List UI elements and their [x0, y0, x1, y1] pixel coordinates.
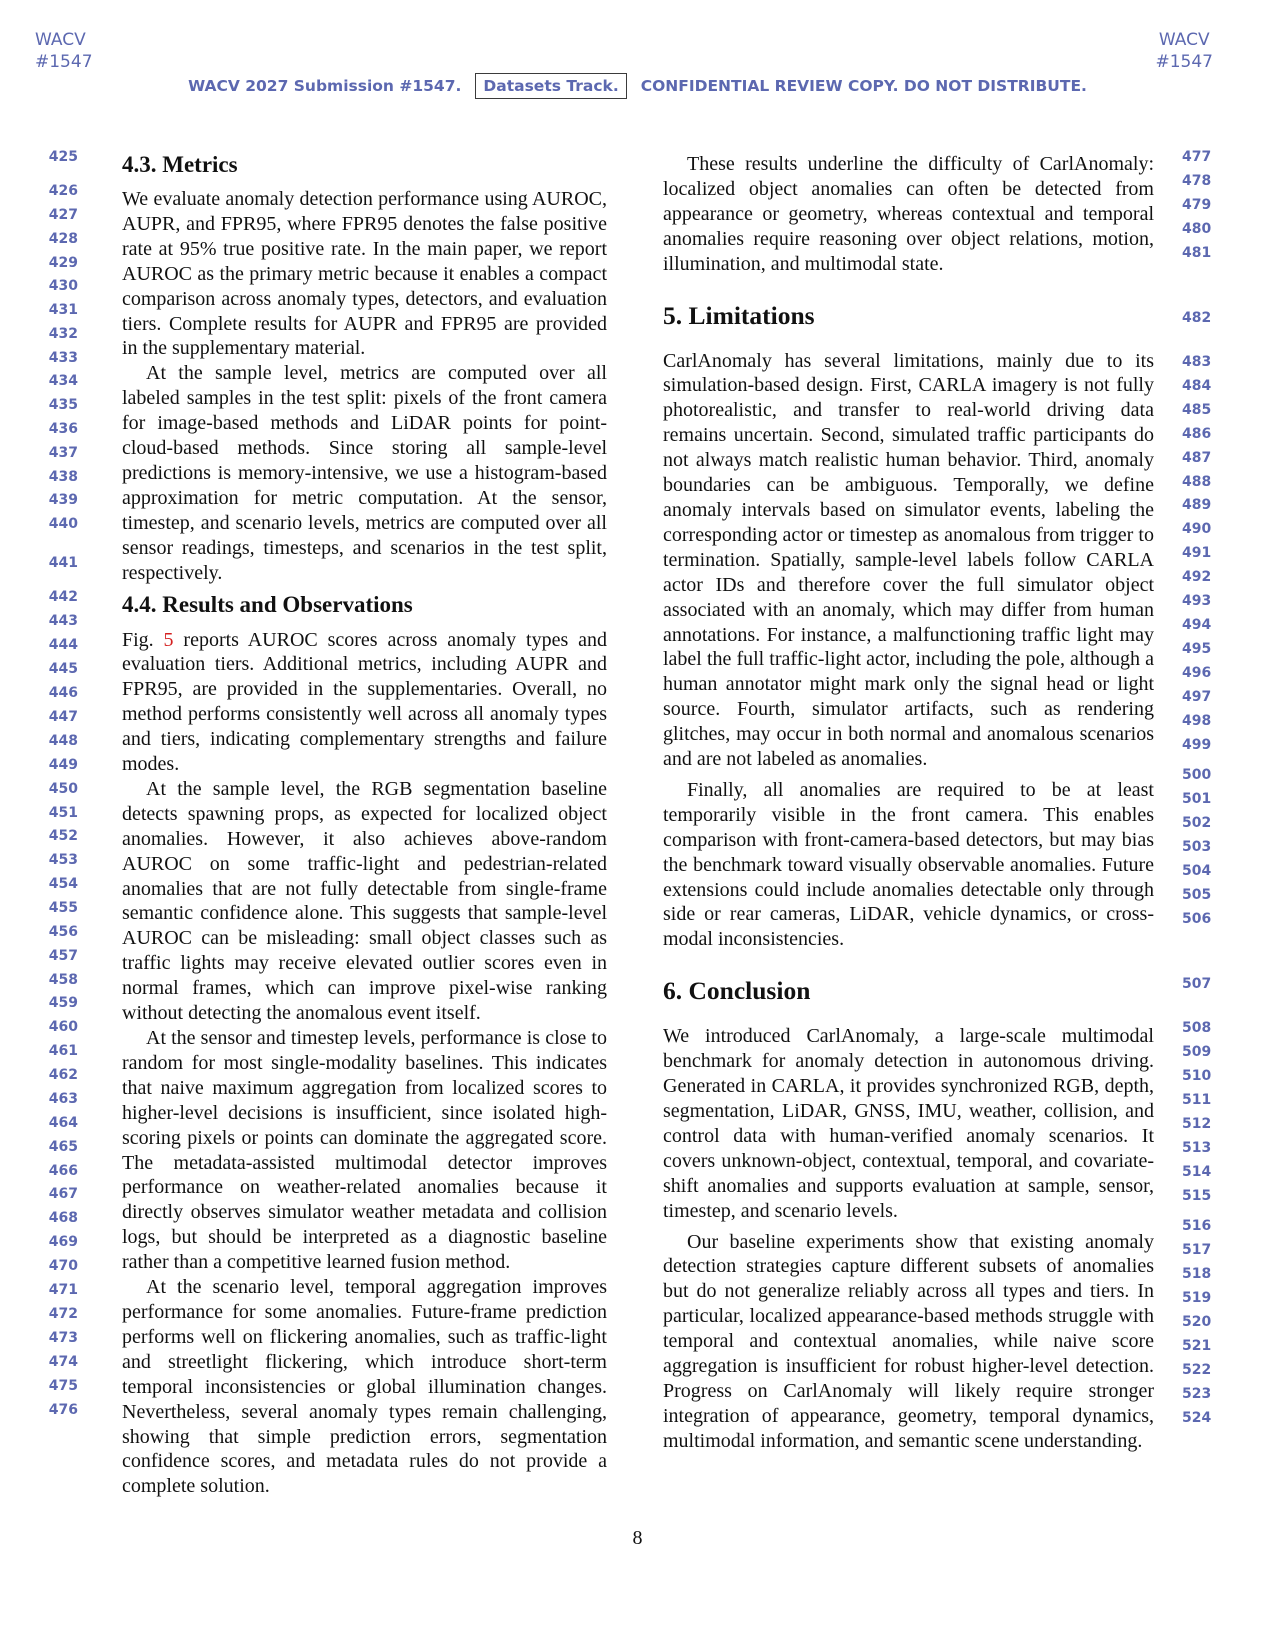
line-number: 425: [48, 149, 78, 165]
line-number: 447: [48, 709, 78, 725]
line-number: 465: [48, 1139, 78, 1155]
line-number: 435: [48, 397, 78, 413]
line-number: 454: [48, 876, 78, 892]
line-number: 508: [1182, 1020, 1212, 1036]
paragraph: We introduced CarlAnomaly, a large-scale multimodal benchmark for anomaly detection in autonomous driving. Generated in CARLA, it provides synchronized RGB, depth, segmentation, LiDAR, GNSS, IMU, weather, collision, and control data with human-verified anomaly scenarios. It covers unknown-object, contextual, temporal, and covariate-shift anomalies and supports evaluation at sample, sensor, timestep, and scenario levels.: [663, 1025, 1154, 1222]
line-number: 495: [1182, 641, 1212, 657]
line-number: 441: [48, 555, 78, 571]
line-number: 520: [1182, 1314, 1212, 1330]
paragraph: At the scenario level, temporal aggregation improves performance for some anomalies. Future-frame prediction performs well on flickering anomalies, such as traffic-light and streetlight flickering, which introduce short-term temporal inconsistencies or global illumination changes. Nevertheless, several anomaly types remain challenging, showing that simple prediction errors, segmentation confidence scores, and metadata rules do not provide a complete solution.: [122, 1276, 607, 1498]
line-number: 492: [1182, 569, 1212, 585]
paragraph: These results underline the difficulty of CarlAnomaly: localized object anomalies can often be detected from appearance or geometry, whereas contextual and temporal anomalies require reasoning over object relations, motion, illumination, and multimodal state.: [663, 153, 1154, 275]
line-number: 448: [48, 733, 78, 749]
submission-label: WACV 2027 Submission #1547.: [188, 77, 462, 95]
line-number: 459: [48, 995, 78, 1011]
figure-reference-link[interactable]: 5: [163, 628, 174, 651]
line-number: 483: [1182, 354, 1212, 370]
paper-id-label: #1547: [1155, 52, 1213, 72]
line-number: 509: [1182, 1044, 1212, 1060]
line-number: 457: [48, 948, 78, 964]
line-number: 444: [48, 637, 78, 653]
line-number: 512: [1182, 1116, 1212, 1132]
line-number: 491: [1182, 545, 1212, 561]
line-number: 519: [1182, 1290, 1212, 1306]
line-number: 496: [1182, 665, 1212, 681]
line-number: 433: [48, 350, 78, 366]
line-number: 449: [48, 757, 78, 773]
line-number: 426: [48, 183, 78, 199]
line-number: 436: [48, 421, 78, 437]
section-heading-metrics: 4.3. Metrics: [122, 152, 238, 177]
paragraph: Our baseline experiments show that existing anomaly detection strategies capture different subsets of anomalies but do not generalize reliably across all types and tiers. In particular, localized appearance-based methods struggle with temporal and contextual anomalies, while naive score aggregation is insufficient for robust higher-level detection. Progress on CarlAnomaly will likely require stronger integration of appearance, geometry, temporal dynamics, multimodal information, and semantic scene understanding.: [663, 1230, 1154, 1452]
line-number: 499: [1182, 737, 1212, 753]
section-heading-limitations: 5. Limitations: [663, 300, 815, 330]
line-number: 456: [48, 924, 78, 940]
paragraph: CarlAnomaly has several limitations, mainly due to its simulation-based design. First, CARLA imagery is not fully photorealistic, and transfer to real-world driving data remains uncertain. Second, simulated traffic participants do not always match realistic human behavior. Third, anomaly boundaries can be ambiguous. Temporally, we define anomaly intervals based on simulator events, labeling the corresponding actor or timestep as anomalous from trigger to termination. Spatially, sample-level labels follow CARLA actor IDs and therefore cover the full simulator object associated with an anomaly, which may differ from human annotations. For instance, a malfunctioning traffic light may label the full traffic-light actor, including the pole, although a human annotator might mark only the signal head or light source. Fourth, simulator artifacts, such as rendering glitches, may occur in both normal and anomalous scenarios and are not labeled as anomalies.: [663, 349, 1154, 771]
line-number: 489: [1182, 497, 1212, 513]
line-number: 438: [48, 469, 78, 485]
line-number: 486: [1182, 426, 1212, 442]
line-number: 427: [48, 207, 78, 223]
line-number: 477: [1182, 149, 1212, 165]
line-number: 511: [1182, 1092, 1212, 1108]
line-number: 493: [1182, 593, 1212, 609]
line-number: 517: [1182, 1242, 1212, 1258]
line-number: 458: [48, 972, 78, 988]
line-number: 432: [48, 326, 78, 342]
left-column: [122, 152, 607, 1499]
line-number: 510: [1182, 1068, 1212, 1084]
line-number: 473: [48, 1330, 78, 1346]
line-number: 498: [1182, 713, 1212, 729]
line-number: 437: [48, 445, 78, 461]
line-number: 506: [1182, 911, 1212, 927]
line-number: 452: [48, 828, 78, 844]
line-number: 518: [1182, 1266, 1212, 1282]
corner-venue-right: [1155, 29, 1213, 73]
line-number: 502: [1182, 815, 1212, 831]
line-number: 462: [48, 1067, 78, 1083]
line-number: 523: [1182, 1386, 1212, 1402]
section-heading-conclusion: 6. Conclusion: [663, 976, 811, 1006]
line-number: 480: [1182, 221, 1212, 237]
line-number: 439: [48, 492, 78, 508]
line-number: 446: [48, 685, 78, 701]
line-number: 466: [48, 1163, 78, 1179]
line-number: 455: [48, 900, 78, 916]
line-number: 479: [1182, 197, 1212, 213]
corner-venue-left: [35, 29, 93, 73]
line-number: 515: [1182, 1188, 1212, 1204]
paragraph: We evaluate anomaly detection performance using AUROC, AUPR, and FPR95, where FPR95 denotes the false positive rate at 95% true positive rate. In the main paper, we report AUROC as the primary metric because it enables a compact comparison across anomaly types, detectors, and evaluation tiers. Complete results for AUPR and FPR95 are provided in the supplementary material.: [122, 188, 607, 360]
line-number: 451: [48, 805, 78, 821]
line-number: 485: [1182, 402, 1212, 418]
line-number: 500: [1182, 767, 1212, 783]
paragraph: At the sample level, metrics are computed over all labeled samples in the test split: pixels of the front camera for image-based methods and LiDAR points for point-cloud-based methods. Since storing all sample-level predictions is memory-intensive, we use a histogram-based approximation for metric computation. At the sensor, timestep, and scenario levels, metrics are computed over all sensor readings, timesteps, and scenarios in the test split, respectively.: [122, 362, 607, 584]
section-heading-results: 4.4. Results and Observations: [122, 591, 413, 617]
line-number: 469: [48, 1234, 78, 1250]
track-badge: Datasets Track.: [475, 73, 626, 99]
line-number: 429: [48, 255, 78, 271]
text-run: Fig.: [122, 628, 164, 651]
line-number: 481: [1182, 245, 1212, 261]
line-number: 453: [48, 852, 78, 868]
line-number: 475: [48, 1378, 78, 1394]
line-number: 503: [1182, 839, 1212, 855]
line-number: 516: [1182, 1218, 1212, 1234]
venue-label: WACV: [1158, 30, 1210, 50]
line-number: 431: [48, 302, 78, 318]
line-number: 463: [48, 1091, 78, 1107]
review-header: [0, 71, 1275, 101]
line-number: 482: [1182, 310, 1212, 326]
right-column: [663, 152, 1154, 1454]
line-number: 505: [1182, 887, 1212, 903]
line-number: 440: [48, 516, 78, 532]
paragraph: At the sample level, the RGB segmentation baseline detects spawning props, as expected for localized object anomalies. However, it also achieves above-random AUROC on some traffic-light and pedestrian-related anomalies that are not fully detectable from single-frame semantic confidence alone. This suggests that sample-level AUROC can be misleading: small object classes such as traffic lights may receive elevated outlier scores even in normal frames, which can improve pixel-wise ranking without detecting the anomalous event itself.: [122, 777, 607, 1025]
line-number: 472: [48, 1306, 78, 1322]
line-number: 464: [48, 1115, 78, 1131]
line-number: 522: [1182, 1362, 1212, 1378]
line-number: 450: [48, 781, 78, 797]
text-run: reports AUROC scores across anomaly types and evaluation tiers. Additional metrics, including AUPR and FPR95, are provided in the supplementaries. Overall, no method performs consistently well across all anomaly types and tiers, indicating complementary strengths and failure modes.: [122, 628, 607, 776]
paragraph: At the sensor and timestep levels, performance is close to random for most single-modality baselines. This indicates that naive maximum aggregation from localized scores to higher-level decisions is insufficient, since isolated high-scoring pixels or points can dominate the aggregated score. The metadata-assisted multimodal detector improves performance on weather-related anomalies because it directly observes simulator weather metadata and collision logs, but should be interpreted as a diagnostic baseline rather than a competitive learned fusion method.: [122, 1027, 607, 1274]
line-number: 428: [48, 231, 78, 247]
line-number: 487: [1182, 450, 1212, 466]
paper-id-label: #1547: [35, 52, 93, 72]
line-number: 504: [1182, 863, 1212, 879]
line-number: 478: [1182, 173, 1212, 189]
page-number: 8: [632, 1527, 643, 1549]
line-number: 514: [1182, 1164, 1212, 1180]
line-number: 430: [48, 278, 78, 294]
line-number: 507: [1182, 976, 1212, 992]
line-number: 494: [1182, 617, 1212, 633]
line-number: 445: [48, 661, 78, 677]
paragraph: [122, 628, 607, 777]
paragraph: Finally, all anomalies are required to be at least temporarily visible in the front camera. This enables comparison with front-camera-based detectors, but may bias the benchmark toward visually observable anomalies. Future extensions could include anomalies detectable only through side or rear cameras, LiDAR, vehicle dynamics, or cross-modal inconsistencies.: [663, 778, 1154, 951]
line-number: 468: [48, 1210, 78, 1226]
line-number: 501: [1182, 791, 1212, 807]
line-number: 467: [48, 1186, 78, 1202]
line-number: 470: [48, 1258, 78, 1274]
line-number: 460: [48, 1019, 78, 1035]
confidential-notice: CONFIDENTIAL REVIEW COPY. DO NOT DISTRIBUTE.: [640, 77, 1087, 95]
line-number: 442: [48, 589, 78, 605]
line-number: 434: [48, 373, 78, 389]
line-number: 521: [1182, 1338, 1212, 1354]
line-number: 461: [48, 1043, 78, 1059]
venue-label: WACV: [35, 30, 86, 50]
line-number: 497: [1182, 689, 1212, 705]
line-number: 513: [1182, 1140, 1212, 1156]
line-number: 524: [1182, 1410, 1212, 1426]
line-number: 474: [48, 1354, 78, 1370]
line-number: 490: [1182, 521, 1212, 537]
line-number: 471: [48, 1282, 78, 1298]
line-number: 484: [1182, 378, 1212, 394]
line-number: 476: [48, 1402, 78, 1418]
line-number: 443: [48, 613, 78, 629]
line-number: 488: [1182, 474, 1212, 490]
